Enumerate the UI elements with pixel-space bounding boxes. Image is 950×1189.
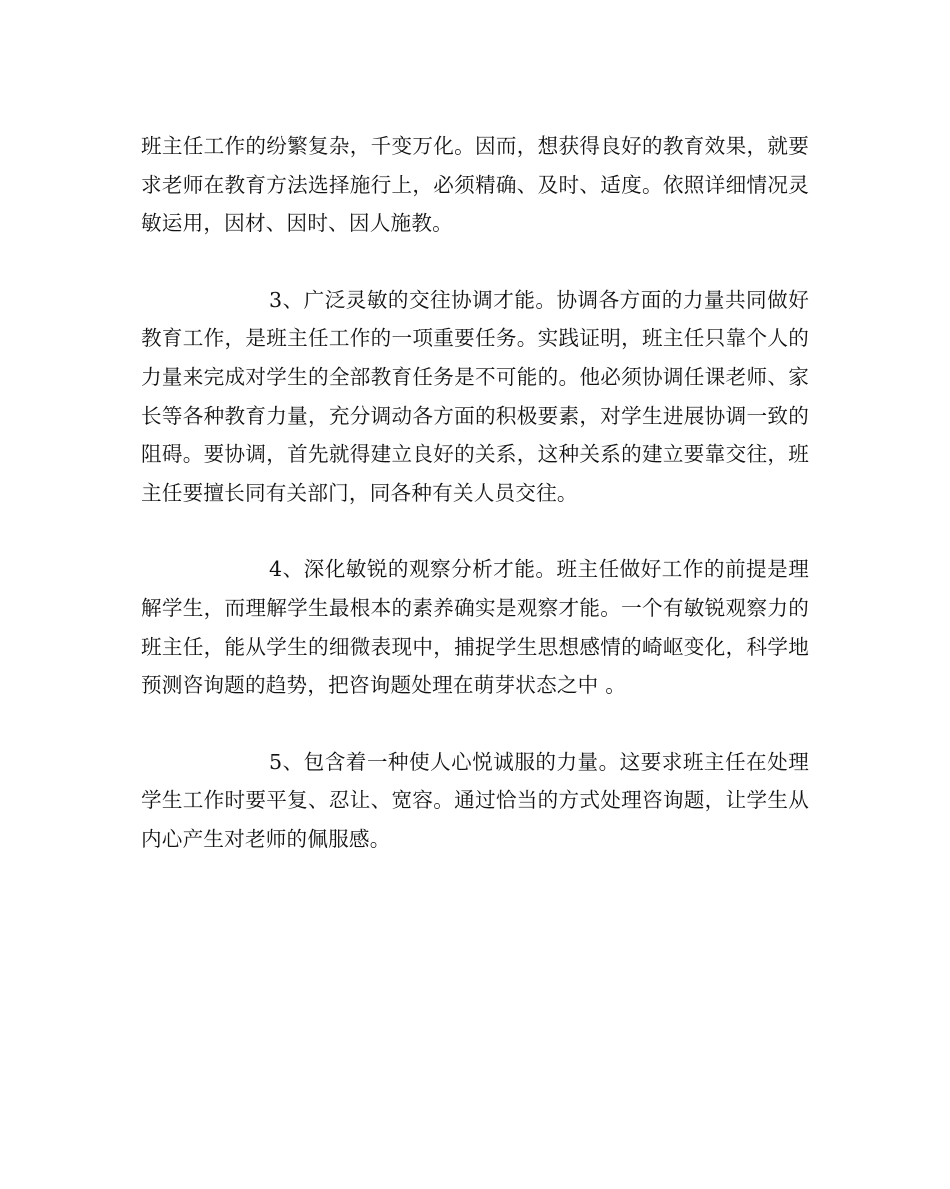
document-body [141,127,809,859]
paragraph-point-3: 3、广泛灵敏的交往协调才能。协调各方面的力量共同做好教育工作，是班主任工作的一项重要任务。实践证明，班主任只靠个人的力量来完成对学生的全部教育任务是不可能的。他必须协调任课老师、家长等各种教育力量，充分调动各方面的积极要素，对学生进展协调一致的阻碍。要协调，首先就得建立良好的关系，这种关系的建立要靠交往，班主任要擅长同有关部门，同各种有关人员交往。 [141,287,809,505]
paragraph-continuation: 班主任工作的纷繁复杂，千变万化。因而，想获得良好的教育效果，就要求老师在教育方法选择施行上，必须精确、及时、适度。依照详细情况灵敏运用，因材、因时、因人施教。 [141,134,809,236]
paragraph-point-5: 5、包含着一种使人心悦诚服的力量。这要求班主任在处理学生工作时要平复、忍让、宽容。通过恰当的方式处理咨询题，让学生从内心产生对老师的佩服感。 [141,749,809,851]
paragraph-point-4: 4、深化敏锐的观察分析才能。班主任做好工作的前提是理解学生，而理解学生最根本的素养确实是观察才能。一个有敏锐观察力的班主任，能从学生的细微表现中，捕捉学生思想感情的崎岖变化，科学地预测咨询题的趋势，把咨询题处理在萌芽状态之中 。 [141,557,809,698]
